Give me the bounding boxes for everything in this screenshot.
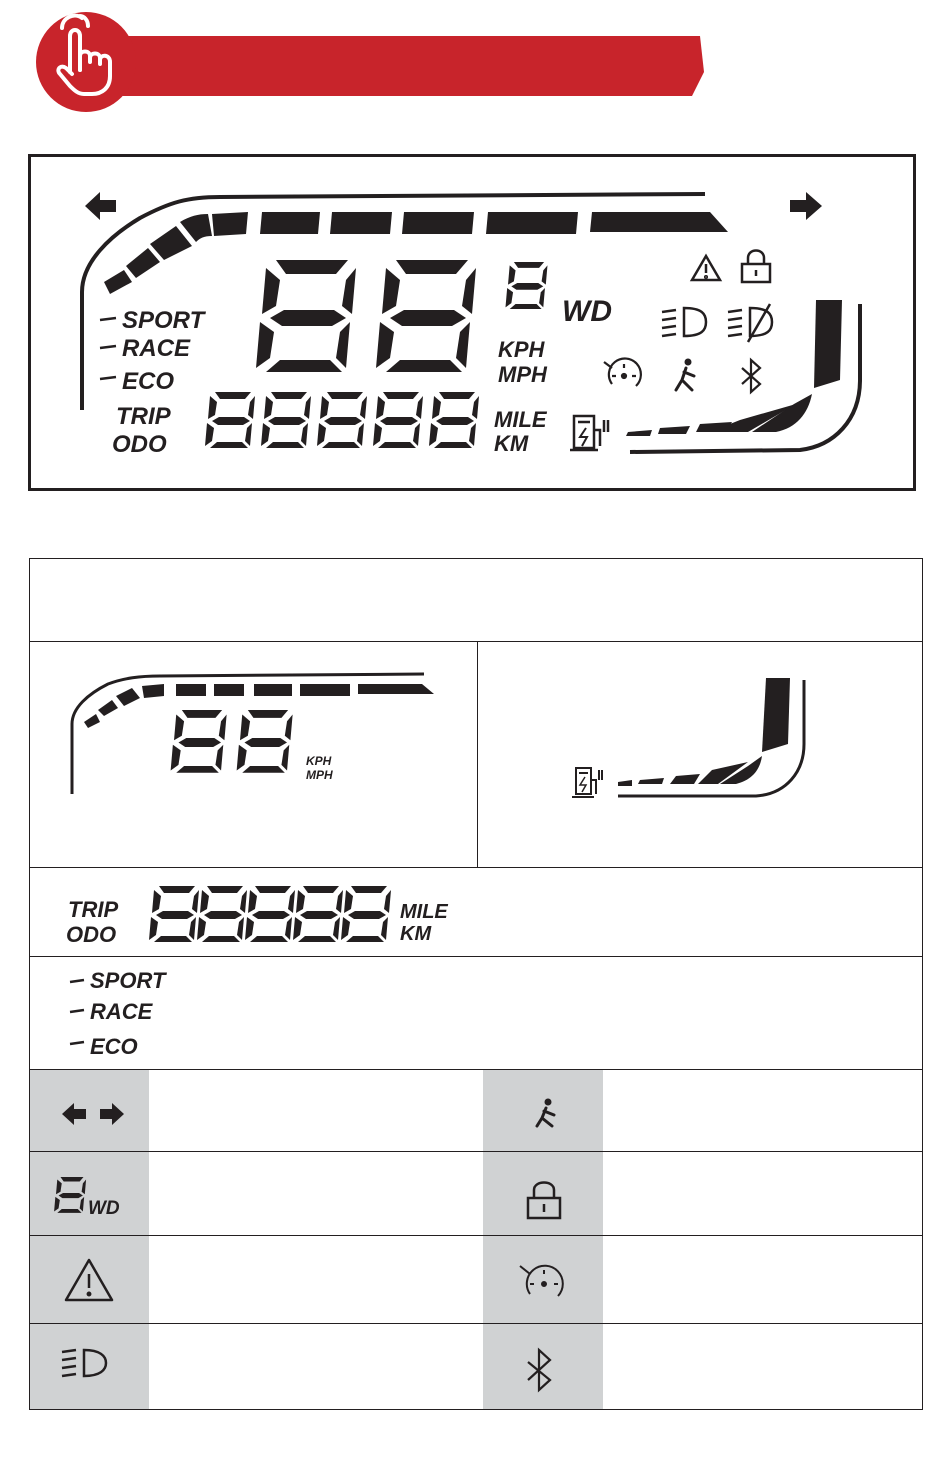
legend-drive-unit: WD [88, 1198, 120, 1219]
odo-label: ODO [112, 431, 167, 458]
headlight-icon [62, 1350, 106, 1376]
speed-unit-kph: KPH [498, 337, 545, 362]
mini-odometer-digit-3 [245, 886, 295, 942]
mini-odometer-digits [149, 886, 391, 942]
mini-trip-label: TRIP [68, 897, 119, 922]
speed-unit-mph: MPH [498, 362, 547, 387]
mini-distance-unit-km: KM [400, 923, 432, 945]
mini-odo-label: ODO [66, 922, 117, 947]
mini-speed-bar-segments [84, 684, 434, 728]
mini-odometer-digit-4 [293, 886, 343, 942]
mini-speed-digits [171, 710, 293, 773]
mini-mode-dashes [70, 980, 84, 1044]
cruise-control-icon [520, 1266, 563, 1296]
mini-odometer-digit-5 [341, 886, 391, 942]
mode-race: RACE [122, 335, 191, 362]
turn-signal-icon [62, 1103, 124, 1125]
mini-mode-sport: SPORT [90, 968, 166, 993]
walk-mode-icon [537, 1099, 554, 1127]
mini-mode-eco: ECO [90, 1034, 138, 1059]
distance-unit-mile: MILE [494, 407, 547, 432]
mode-sport: SPORT [122, 307, 205, 334]
mini-battery-bar-segments [618, 678, 790, 786]
drive-mode-icon [54, 1177, 120, 1219]
mini-charging-station-icon [572, 768, 602, 797]
mini-odometer-digit-1 [149, 886, 199, 942]
bluetooth-icon [528, 1350, 550, 1390]
warning-icon [66, 1260, 112, 1300]
trip-label: TRIP [116, 403, 171, 430]
drive-unit-label: WD [562, 295, 612, 328]
lock-icon [528, 1183, 560, 1219]
mini-mode-race: RACE [90, 999, 153, 1024]
mini-speed-unit-kph: KPH [306, 754, 332, 768]
mini-distance-unit-mile: MILE [400, 901, 448, 923]
mini-speed-unit-mph: MPH [306, 768, 333, 782]
mode-eco: ECO [122, 368, 175, 395]
distance-unit-km: KM [494, 431, 529, 456]
mini-odometer-digit-2 [197, 886, 247, 942]
